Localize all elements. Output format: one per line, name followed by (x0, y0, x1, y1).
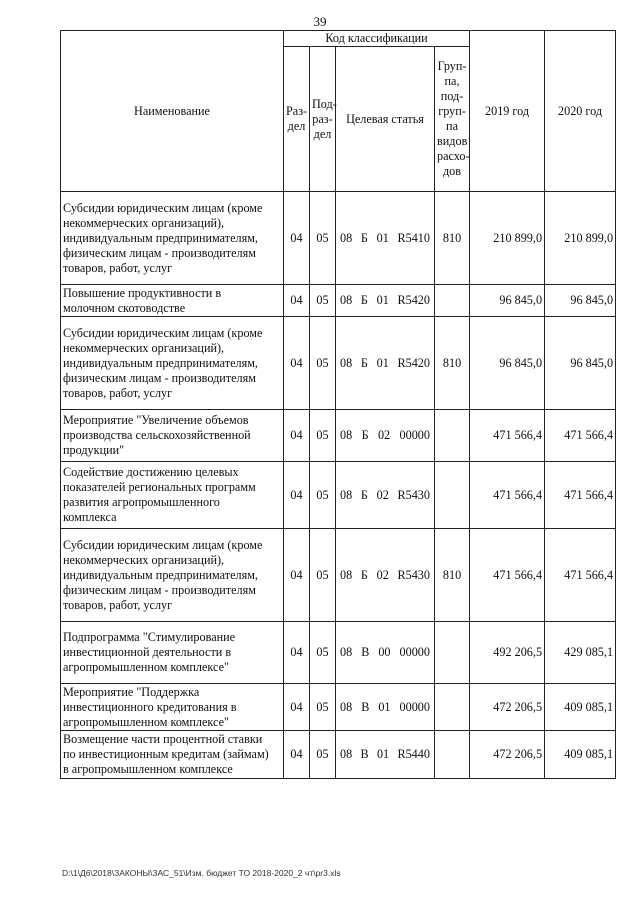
table-row (61, 410, 616, 462)
target-article-part: 02 (376, 567, 389, 582)
target-article-part: 00000 (399, 428, 430, 442)
header-name: Наименование (61, 31, 284, 192)
header-expense-group: Груп- па, под- груп- па видов расхо- дов (435, 47, 470, 192)
table-row (61, 622, 616, 684)
row-expense-group: 810 (435, 192, 470, 285)
row-razdel: 04 (284, 462, 310, 529)
target-article-part: R5430 (397, 487, 430, 502)
target-article-part: Б (360, 567, 368, 582)
row-podrazdel: 05 (310, 285, 336, 317)
target-article-part: 08 (340, 699, 353, 714)
row-value-2019: 96 845,0 (470, 285, 545, 317)
target-article-part: 08 (340, 487, 353, 502)
target-article-part: 00000 (399, 645, 430, 659)
row-name: Субсидии юридическим лицам (кроме некоммерческих организаций), индивидуальным предпринимателям, физическим лицам - производителям товаров, работ, услуг (61, 317, 284, 410)
budget-table (60, 30, 616, 779)
row-razdel: 04 (284, 731, 310, 779)
row-target-article (336, 317, 435, 410)
row-target-article (336, 684, 435, 731)
header-year-2020: 2020 год (545, 31, 616, 192)
row-target-article (336, 529, 435, 622)
target-article-part: 01 (376, 747, 390, 761)
row-expense-group: 810 (435, 529, 470, 622)
target-article-part: 02 (376, 487, 389, 502)
row-value-2020: 210 899,0 (545, 192, 616, 285)
row-value-2020: 471 566,4 (545, 410, 616, 462)
target-article-part: В (360, 747, 369, 761)
row-name: Содействие достижению целевых показателей региональных программ развития агропромышленного комплекса (61, 462, 284, 529)
row-value-2019: 492 206,5 (470, 622, 545, 684)
row-name: Повышение продуктивности в молочном скотоводстве (61, 285, 284, 317)
target-article-part: 08 (340, 230, 353, 245)
row-razdel: 04 (284, 622, 310, 684)
row-razdel: 04 (284, 410, 310, 462)
row-podrazdel: 05 (310, 462, 336, 529)
row-podrazdel: 05 (310, 529, 336, 622)
table-row (61, 462, 616, 529)
row-value-2020: 409 085,1 (545, 731, 616, 779)
target-article-part: 08 (340, 293, 353, 307)
row-target-article (336, 410, 435, 462)
target-article-part: 01 (376, 293, 389, 307)
target-article-part: Б (361, 428, 369, 442)
target-article-part: R5420 (397, 355, 430, 370)
row-value-2019: 96 845,0 (470, 317, 545, 410)
row-razdel: 04 (284, 529, 310, 622)
file-path-footer: D:\1\Д6\2018\ЗАКОНЫ\ЗАС_51\Изм. бюджет ТО 2018-2020_2 чт\pr3.xls (62, 868, 341, 878)
target-article-part: R5420 (397, 293, 430, 307)
row-podrazdel: 05 (310, 410, 336, 462)
header-razdel: Раз- дел (284, 47, 310, 192)
row-razdel: 04 (284, 684, 310, 731)
row-value-2020: 429 085,1 (545, 622, 616, 684)
target-article-part: 02 (377, 428, 391, 442)
row-expense-group: 810 (435, 317, 470, 410)
row-expense-group (435, 684, 470, 731)
row-name: Мероприятие "Поддержка инвестиционного кредитования в агропромышленном комплексе" (61, 684, 284, 731)
row-expense-group (435, 731, 470, 779)
row-value-2019: 471 566,4 (470, 462, 545, 529)
target-article-part: 00000 (399, 699, 430, 714)
row-value-2019: 472 206,5 (470, 731, 545, 779)
target-article-part: 01 (376, 355, 389, 370)
target-article-part: Б (360, 230, 368, 245)
row-value-2019: 472 206,5 (470, 684, 545, 731)
row-expense-group (435, 622, 470, 684)
header-year-2019: 2019 год (470, 31, 545, 192)
row-name: Субсидии юридическим лицам (кроме некоммерческих организаций), индивидуальным предпринимателям, физическим лицам - производителям товаров, работ, услуг (61, 192, 284, 285)
target-article-part: В (361, 645, 370, 659)
target-article-part: 08 (340, 567, 353, 582)
row-value-2020: 409 085,1 (545, 684, 616, 731)
target-article-part: R5410 (397, 230, 430, 245)
row-podrazdel: 05 (310, 192, 336, 285)
target-article-part: 08 (340, 747, 353, 761)
target-article-part: Б (360, 355, 368, 370)
table-row (61, 317, 616, 410)
row-value-2020: 96 845,0 (545, 285, 616, 317)
row-value-2020: 471 566,4 (545, 529, 616, 622)
row-razdel: 04 (284, 192, 310, 285)
target-article-part: 01 (378, 699, 391, 714)
table-row (61, 529, 616, 622)
target-article-part: 01 (376, 230, 389, 245)
row-expense-group (435, 410, 470, 462)
row-value-2020: 96 845,0 (545, 317, 616, 410)
table-row (61, 192, 616, 285)
row-razdel: 04 (284, 285, 310, 317)
target-article-part: R5440 (397, 747, 430, 761)
row-name: Субсидии юридическим лицам (кроме некоммерческих организаций), индивидуальным предпринимателям, физическим лицам - производителям товаров, работ, услуг (61, 529, 284, 622)
header-classification-code: Код классификации (284, 31, 470, 47)
target-article-part: Б (360, 293, 368, 307)
table-body (61, 192, 616, 779)
row-target-article (336, 192, 435, 285)
row-name: Подпрограмма "Стимулирование инвестиционной деятельности в агропромышленном комплексе" (61, 622, 284, 684)
row-value-2019: 471 566,4 (470, 410, 545, 462)
target-article-part: R5430 (397, 567, 430, 582)
target-article-part: 08 (340, 428, 353, 442)
target-article-part: 08 (340, 645, 353, 659)
target-article-part: 00 (378, 645, 391, 659)
row-podrazdel: 05 (310, 317, 336, 410)
row-value-2020: 471 566,4 (545, 462, 616, 529)
row-name: Возмещение части процентной ставки по инвестиционным кредитам (займам) в агропромышленном комплексе (61, 731, 284, 779)
row-target-article (336, 731, 435, 779)
row-target-article (336, 622, 435, 684)
row-expense-group (435, 462, 470, 529)
table-row (61, 285, 616, 317)
row-podrazdel: 05 (310, 684, 336, 731)
table-row (61, 731, 616, 779)
target-article-part: Б (360, 487, 368, 502)
row-expense-group (435, 285, 470, 317)
page-number: 39 (313, 14, 327, 29)
target-article-part: 08 (340, 355, 353, 370)
target-article-part: В (361, 699, 370, 714)
row-target-article (336, 285, 435, 317)
row-value-2019: 210 899,0 (470, 192, 545, 285)
row-podrazdel: 05 (310, 731, 336, 779)
header-target-article: Целевая статья (336, 47, 435, 192)
table-row (61, 684, 616, 731)
row-value-2019: 471 566,4 (470, 529, 545, 622)
header-podrazdel: Под- раз- дел (310, 47, 336, 192)
row-target-article (336, 462, 435, 529)
row-name: Мероприятие "Увеличение объемов производства сельскохозяйственной продукции" (61, 410, 284, 462)
row-podrazdel: 05 (310, 622, 336, 684)
row-razdel: 04 (284, 317, 310, 410)
